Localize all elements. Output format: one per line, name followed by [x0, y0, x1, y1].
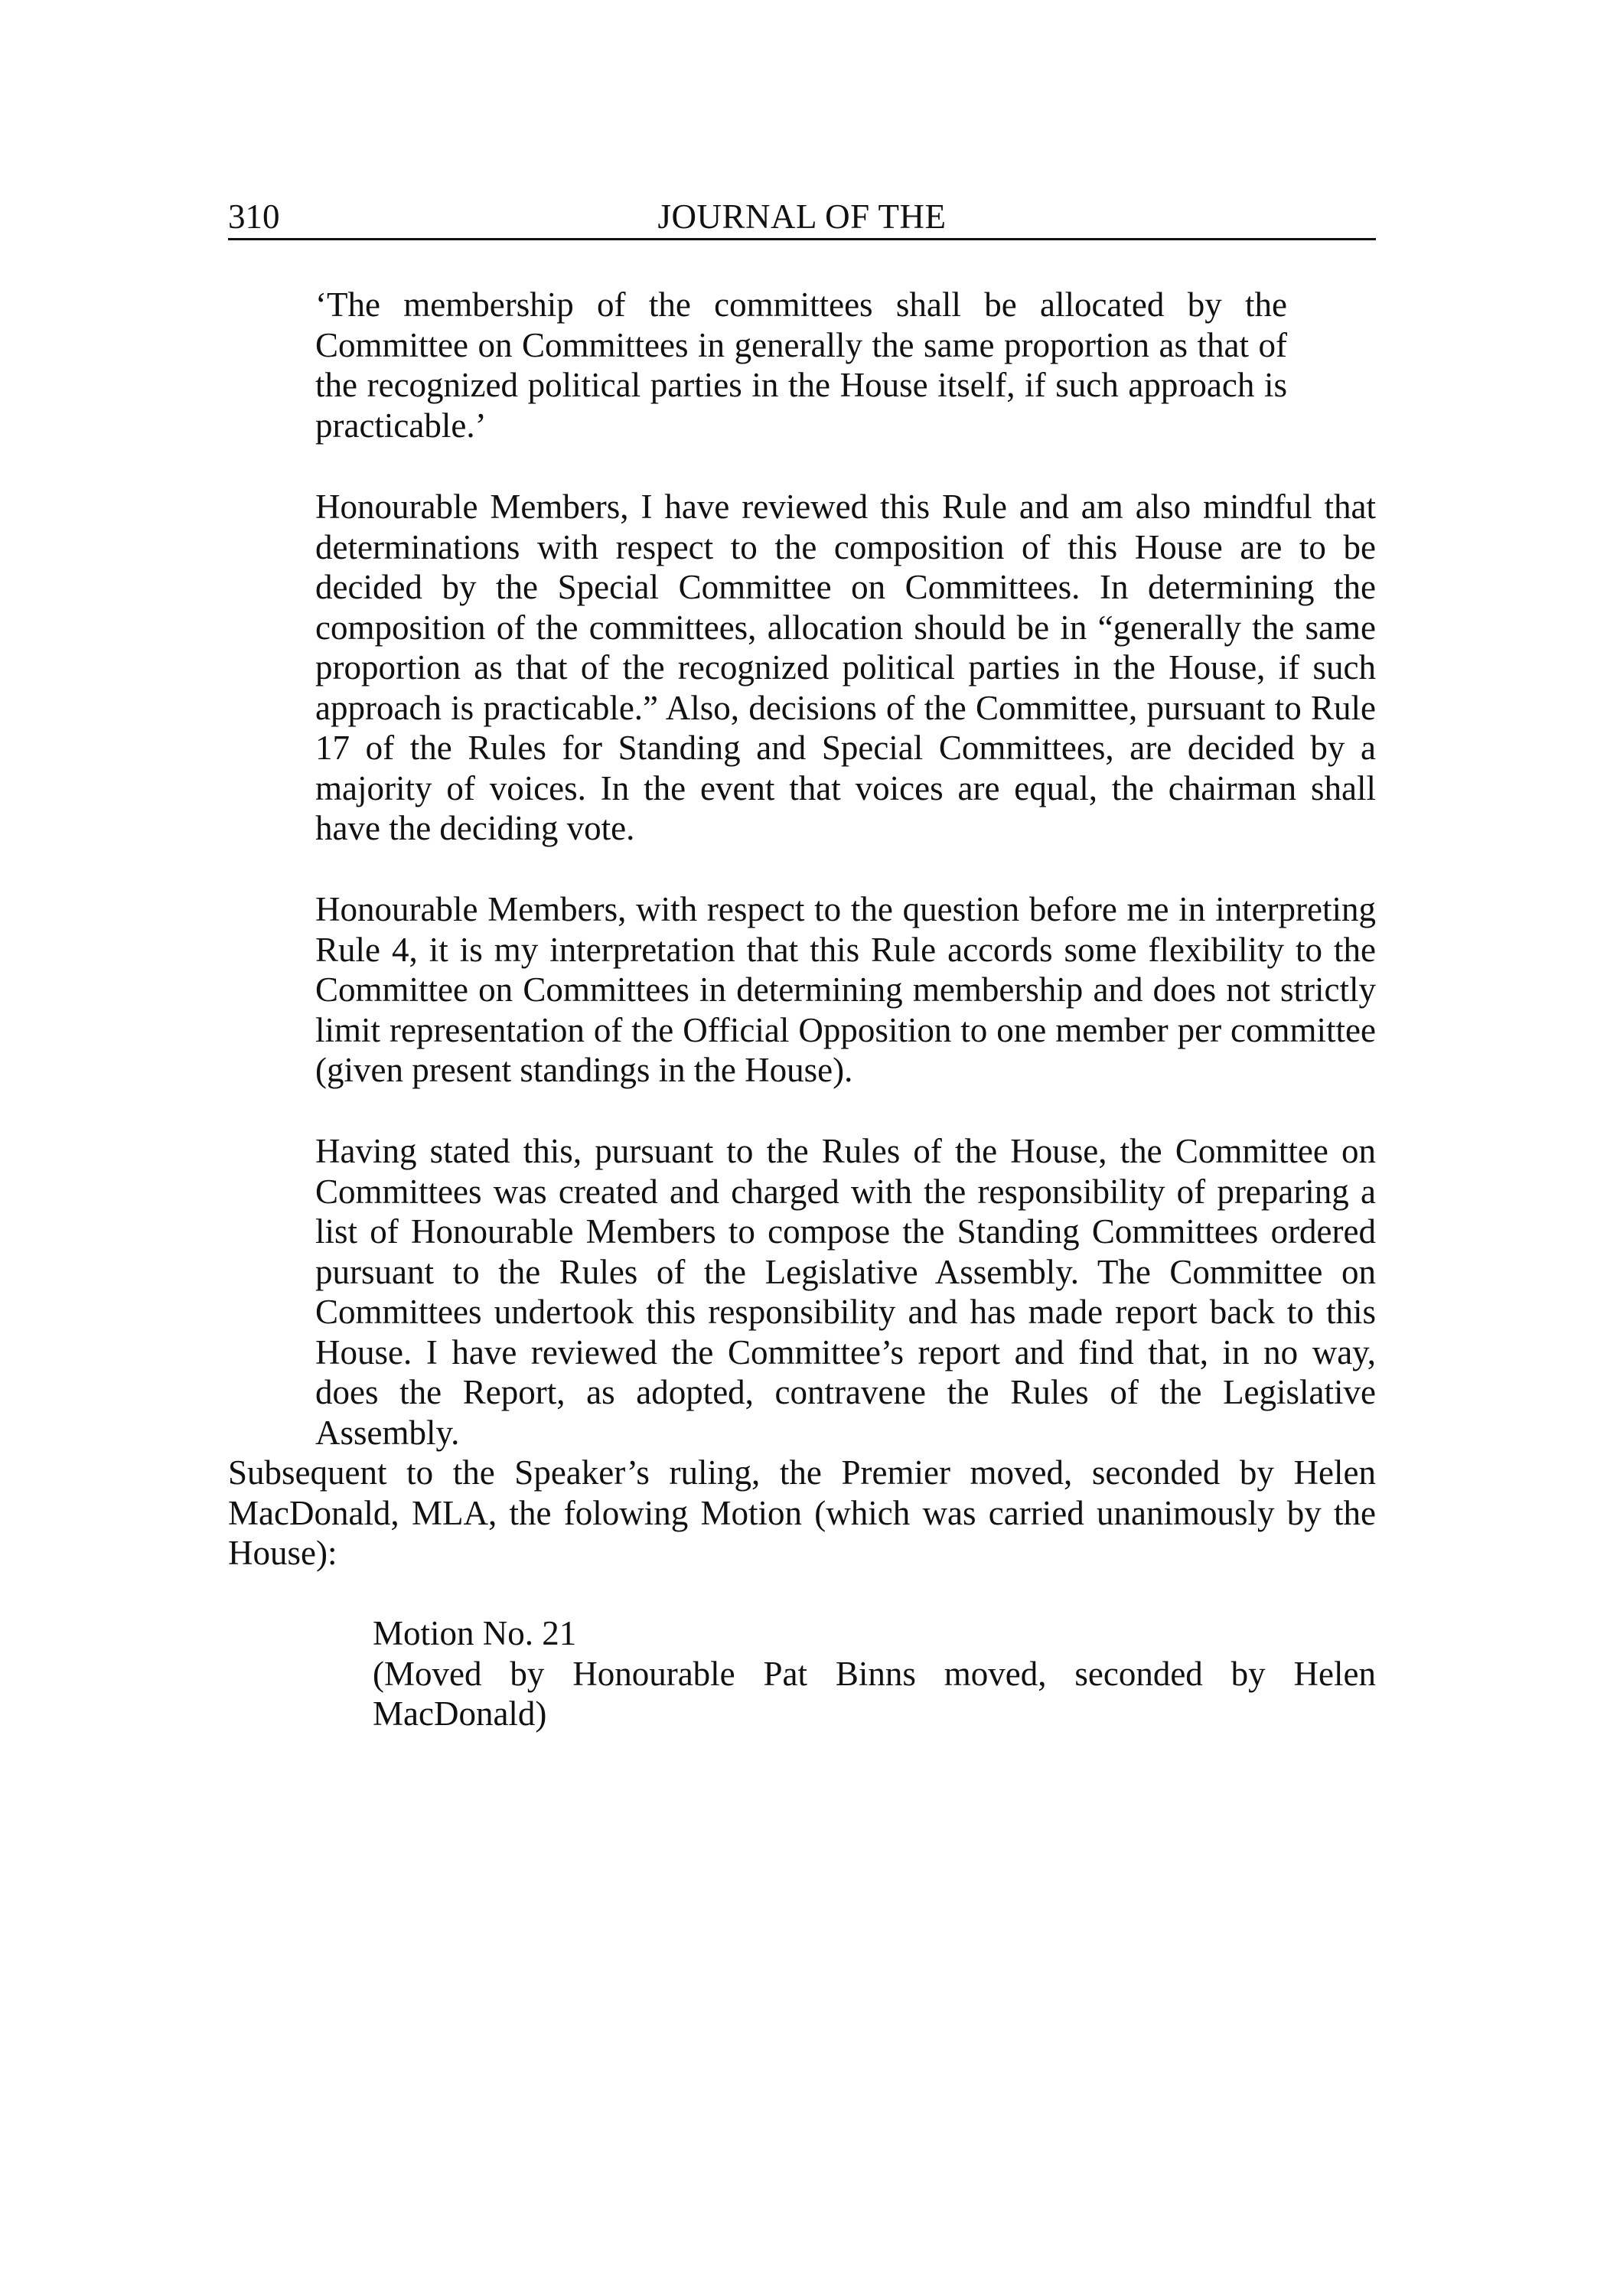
ruling-paragraph-2: Honourable Members, with respect to the question before me in interpreting Rule 4, it is my interpretation that this Rule accords some flexibility to the Committee on Committees in determining membership and does not strictly limit representation of the Official Opposition to one member per committee (given present standings in the House). — [315, 890, 1376, 1089]
motion-number: Motion No. 21 — [373, 1614, 577, 1652]
running-head: JOURNAL OF THE — [657, 197, 947, 236]
proceedings-paragraph: Subsequent to the Speaker’s ruling, the Premier moved, seconded by Helen MacDonald, MLA, the folowing Motion (which was carried unanimously by the House): — [228, 1453, 1376, 1572]
page-number: 310 — [228, 197, 280, 236]
motion-mover: (Moved by Honourable Pat Binns moved, seconded by Helen MacDonald) — [373, 1654, 1376, 1733]
motion-block — [373, 1613, 1376, 1734]
quoted-rule: ‘The membership of the committees shall be allocated by the Committee on Committees in generally the same proportion as that of the recognized political parties in the House itself, if such approach is practicable.’ — [315, 285, 1287, 445]
ruling-paragraph-3: Having stated this, pursuant to the Rules of the House, the Committee on Committees was created and charged with the responsibility of preparing a list of Honourable Members to compose the Standing Committees ordered pursuant to the Rules of the Legislative Assembly. The Committee on Committees undertook this responsibility and has made report back to this House. I have reviewed the Committee’s report and find that, in no way, does the Report, as adopted, contravene the Rules of the Legislative Assembly. — [315, 1132, 1376, 1452]
page-header — [228, 195, 1376, 240]
ruling-paragraph-1: Honourable Members, I have reviewed this Rule and am also mindful that determinations with respect to the composition of this House are to be decided by the Special Committee on Committees. In determining the composition of the committees, allocation should be in “generally the same proportion as that of the recognized political parties in the House, if such approach is practicable.” Also, decisions of the Committee, pursuant to Rule 17 of the Rules for Standing and Special Committees, are decided by a majority of voices. In the event that voices are equal, the chairman shall have the deciding vote. — [315, 488, 1376, 847]
